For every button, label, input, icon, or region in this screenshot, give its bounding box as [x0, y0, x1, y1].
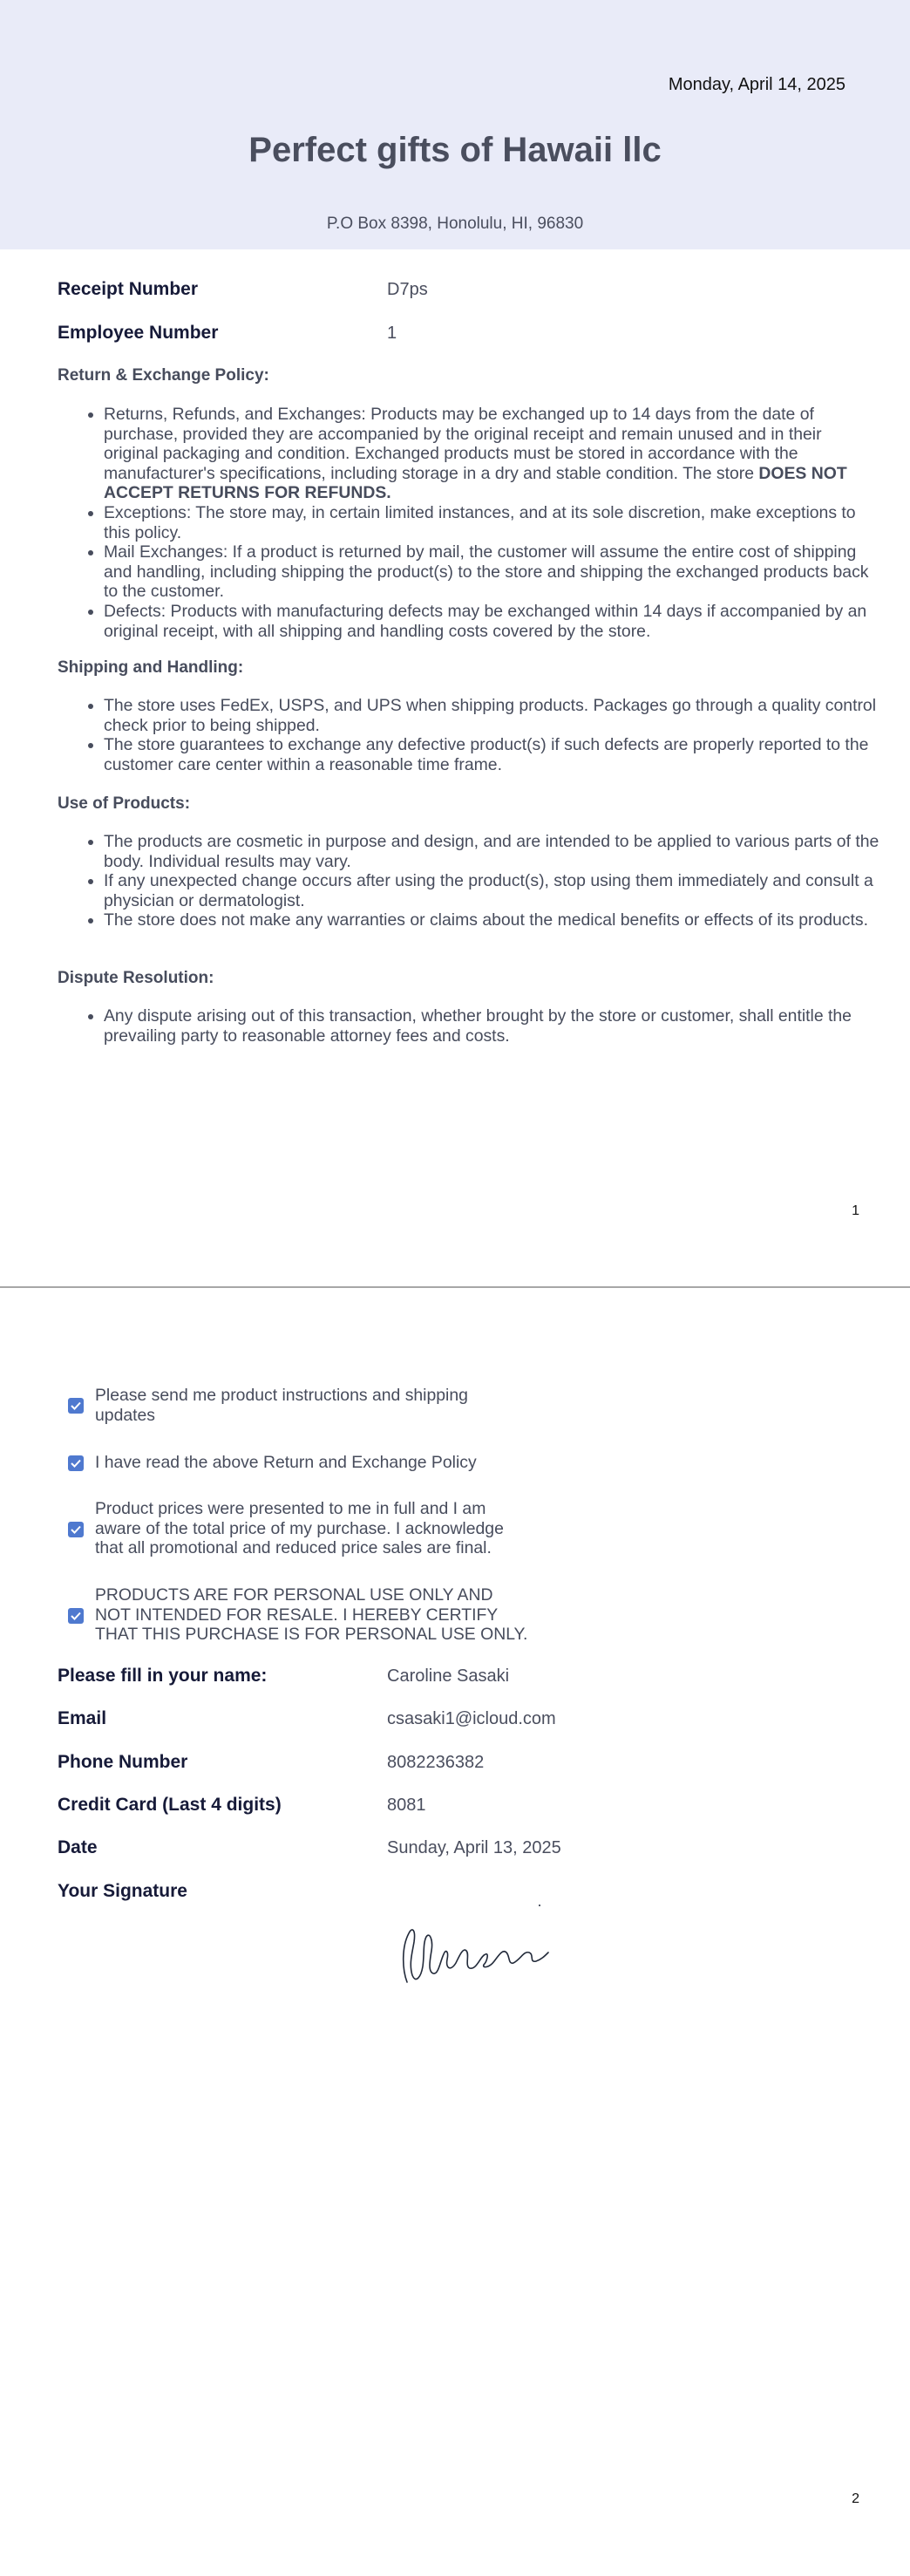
list-item: • The store does not make any warranties or claims about the medical benefits or effects of its products.	[104, 910, 879, 930]
checkbox-checked-icon[interactable]	[68, 1455, 84, 1471]
list-item: • Returns, Refunds, and Exchanges: Products may be exchanged up to 14 days from the date of purchase, provided they are accompanied by the original receipt and remain unused and in their original packaging and condition. Exchanged products must be stored in accordance with the manufacturer's specifications, including storage in a dry and stable condition. The store DOES NOT ACCEPT RETURNS FOR REFUNDS.	[104, 405, 879, 503]
list-item: • The products are cosmetic in purpose and design, and are intended to be applied to various parts of the body. Individual results may vary.	[104, 832, 879, 871]
customer-name-label: Please fill in your name:	[58, 1666, 268, 1686]
receipt-header	[0, 0, 910, 249]
page-number: 2	[852, 2491, 859, 2506]
return-policy-list	[77, 405, 879, 641]
date-value: Sunday, April 13, 2025	[387, 1838, 561, 1857]
signature-image	[397, 1898, 553, 1999]
date-label: Date	[58, 1837, 98, 1857]
consent-label: Please send me product instructions and shipping updates	[95, 1386, 468, 1425]
consent-label: PRODUCTS ARE FOR PERSONAL USE ONLY AND NOT INTENDED FOR RESALE. I HEREBY CERTIFY THAT THIS PURCHASE IS FOR PERSONAL USE ONLY.	[95, 1585, 528, 1645]
signature-label: Your Signature	[58, 1881, 187, 1901]
customer-name-value: Caroline Sasaki	[387, 1666, 510, 1686]
consent-label: I have read the above Return and Exchange Policy	[95, 1453, 477, 1472]
header-date: Monday, April 14, 2025	[668, 75, 845, 94]
list-item: • Defects: Products with manufacturing defects may be exchanged within 14 days if accompanied by an original receipt, with all shipping and handling costs covered by the store.	[104, 602, 879, 641]
phone-value: 8082236382	[387, 1753, 485, 1772]
return-policy-title: Return & Exchange Policy:	[58, 366, 269, 385]
employee-number-value: 1	[387, 324, 397, 343]
receipt-number-label: Receipt Number	[58, 279, 199, 299]
company-address: P.O Box 8398, Honolulu, HI, 96830	[326, 215, 584, 233]
page-1	[0, 0, 910, 1287]
list-item: • Exceptions: The store may, in certain limited instances, and at its sole discretion, make exceptions to this policy.	[104, 503, 879, 542]
consent-label: Product prices were presented to me in full and I am aware of the total price of my purchase. I acknowledge that all promotional and reduced price sales are final.	[95, 1499, 504, 1558]
list-item: • Any dispute arising out of this transaction, whether brought by the store or customer, shall entitle the prevailing party to reasonable attorney fees and costs.	[104, 1006, 879, 1046]
list-item: • If any unexpected change occurs after using the product(s), stop using them immediately and consult a physician or dermatologist.	[104, 871, 879, 910]
no-refunds-notice: DOES NOT ACCEPT RETURNS FOR REFUNDS.	[104, 463, 847, 503]
credit-card-value: 8081	[387, 1796, 426, 1815]
company-name: Perfect gifts of Hawaii llc	[248, 131, 662, 169]
list-item: • Mail Exchanges: If a product is returned by mail, the customer will assume the entire cost of shipping and handling, including shipping the product(s) to the store and shipping the exchanged products back to the customer.	[104, 542, 879, 602]
dispute-title: Dispute Resolution:	[58, 969, 214, 987]
list-item: • The store guarantees to exchange any defective product(s) if such defects are properly reported to the customer care center within a reasonable time frame.	[104, 735, 879, 774]
checkbox-checked-icon[interactable]	[68, 1608, 84, 1624]
page-number: 1	[852, 1203, 859, 1218]
shipping-title: Shipping and Handling:	[58, 658, 244, 677]
phone-label: Phone Number	[58, 1752, 188, 1772]
receipt-number-value: D7ps	[387, 280, 428, 299]
page-2	[0, 1288, 910, 2576]
dispute-list	[77, 1006, 879, 1046]
checkbox-checked-icon[interactable]	[68, 1398, 84, 1414]
use-of-products-list	[77, 832, 879, 930]
checkbox-checked-icon[interactable]	[68, 1522, 84, 1537]
list-item: • The store uses FedEx, USPS, and UPS when shipping products. Packages go through a quality control check prior to being shipped.	[104, 696, 879, 735]
employee-number-label: Employee Number	[58, 323, 219, 343]
shipping-list	[77, 696, 879, 774]
use-of-products-title: Use of Products:	[58, 794, 191, 813]
email-label: Email	[58, 1708, 107, 1728]
credit-card-label: Credit Card (Last 4 digits)	[58, 1795, 282, 1815]
email-value: csasaki1@icloud.com	[387, 1709, 556, 1728]
